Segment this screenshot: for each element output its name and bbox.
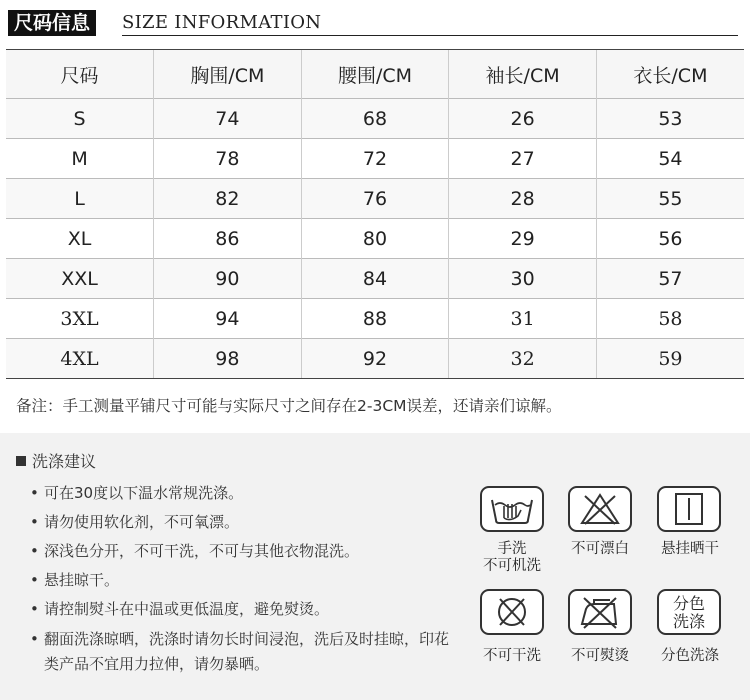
square-bullet-icon bbox=[16, 456, 26, 466]
sleeve-cell: 32 bbox=[449, 339, 597, 379]
no-dry-clean-label: 不可干洗 bbox=[483, 648, 541, 664]
size-cell: XL bbox=[6, 219, 154, 259]
table-row bbox=[6, 179, 744, 219]
title-en: SIZE INFORMATION bbox=[122, 12, 322, 33]
waist-cell: 84 bbox=[301, 259, 449, 299]
hang-dry-label: 悬挂晒干 bbox=[661, 541, 719, 557]
waist-cell: 92 bbox=[301, 339, 449, 379]
size-cell: L bbox=[6, 179, 154, 219]
column-header-waist: 腰围/CM bbox=[301, 50, 449, 99]
separate-colors-icon: 分色 洗涤 bbox=[657, 589, 721, 635]
list-item: • 悬挂晾干。 bbox=[30, 566, 450, 595]
waist-cell: 72 bbox=[301, 139, 449, 179]
length-cell: 59 bbox=[596, 339, 744, 379]
column-header-size: 尺码 bbox=[6, 50, 154, 99]
chest-cell: 94 bbox=[154, 299, 302, 339]
waist-cell: 88 bbox=[301, 299, 449, 339]
length-cell: 53 bbox=[596, 99, 744, 139]
hand-wash-icon bbox=[480, 486, 544, 532]
care-list bbox=[30, 479, 450, 677]
no-bleach-icon bbox=[568, 486, 632, 532]
care-title-text: 洗涤建议 bbox=[32, 452, 97, 471]
chest-cell: 74 bbox=[154, 99, 302, 139]
size-table bbox=[6, 49, 744, 379]
chest-cell: 82 bbox=[154, 179, 302, 219]
list-item: • 可在30度以下温水常规洗涤。 bbox=[30, 479, 450, 508]
sleeve-cell: 30 bbox=[449, 259, 597, 299]
no-iron-icon bbox=[568, 589, 632, 635]
sleeve-cell: 26 bbox=[449, 99, 597, 139]
measurement-note: 备注：手工测量平铺尺寸可能与实际尺寸之间存在2-3CM误差，还请亲们谅解。 bbox=[16, 397, 562, 415]
hand-wash-label: 手洗 不可机洗 bbox=[483, 541, 541, 574]
list-item: • 请控制熨斗在中温或更低温度，避免熨烫。 bbox=[30, 595, 450, 624]
size-cell: S bbox=[6, 99, 154, 139]
chest-cell: 86 bbox=[154, 219, 302, 259]
size-cell: 4XL bbox=[6, 339, 154, 379]
chest-cell: 98 bbox=[154, 339, 302, 379]
title-rule bbox=[122, 35, 738, 36]
length-cell: 58 bbox=[596, 299, 744, 339]
sleeve-cell: 27 bbox=[449, 139, 597, 179]
care-title bbox=[16, 449, 96, 472]
table-row bbox=[6, 139, 744, 179]
size-info-header bbox=[8, 10, 738, 36]
length-cell: 56 bbox=[596, 219, 744, 259]
table-row bbox=[6, 299, 744, 339]
waist-cell: 68 bbox=[301, 99, 449, 139]
waist-cell: 80 bbox=[301, 219, 449, 259]
column-header-length: 衣长/CM bbox=[596, 50, 744, 99]
length-cell: 57 bbox=[596, 259, 744, 299]
table-row bbox=[6, 99, 744, 139]
table-header-row bbox=[6, 50, 744, 99]
sleeve-cell: 28 bbox=[449, 179, 597, 219]
chest-cell: 78 bbox=[154, 139, 302, 179]
care-panel bbox=[0, 433, 750, 700]
column-header-sleeve: 袖长/CM bbox=[449, 50, 597, 99]
length-cell: 54 bbox=[596, 139, 744, 179]
no-iron-label: 不可熨烫 bbox=[571, 648, 629, 664]
list-item: • 翻面洗涤晾晒，洗涤时请勿长时间浸泡，洗后及时挂晾，印花类产品不宜用力拉伸，请勿暴晒。 bbox=[30, 627, 450, 677]
size-cell: 3XL bbox=[6, 299, 154, 339]
chest-cell: 90 bbox=[154, 259, 302, 299]
table-row bbox=[6, 339, 744, 379]
waist-cell: 76 bbox=[301, 179, 449, 219]
size-cell: XXL bbox=[6, 259, 154, 299]
sleeve-cell: 31 bbox=[449, 299, 597, 339]
separate-colors-label: 分色洗涤 bbox=[661, 648, 719, 664]
table-row bbox=[6, 259, 744, 299]
column-header-chest: 胸围/CM bbox=[154, 50, 302, 99]
size-cell: M bbox=[6, 139, 154, 179]
length-cell: 55 bbox=[596, 179, 744, 219]
hang-dry-icon bbox=[657, 486, 721, 532]
table-row bbox=[6, 219, 744, 259]
no-dry-clean-icon bbox=[480, 589, 544, 635]
sleeve-cell: 29 bbox=[449, 219, 597, 259]
no-bleach-label: 不可漂白 bbox=[571, 541, 629, 557]
title-cn: 尺码信息 bbox=[8, 10, 96, 36]
list-item: • 请勿使用软化剂，不可氧漂。 bbox=[30, 508, 450, 537]
list-item: • 深浅色分开，不可干洗，不可与其他衣物混洗。 bbox=[30, 537, 450, 566]
